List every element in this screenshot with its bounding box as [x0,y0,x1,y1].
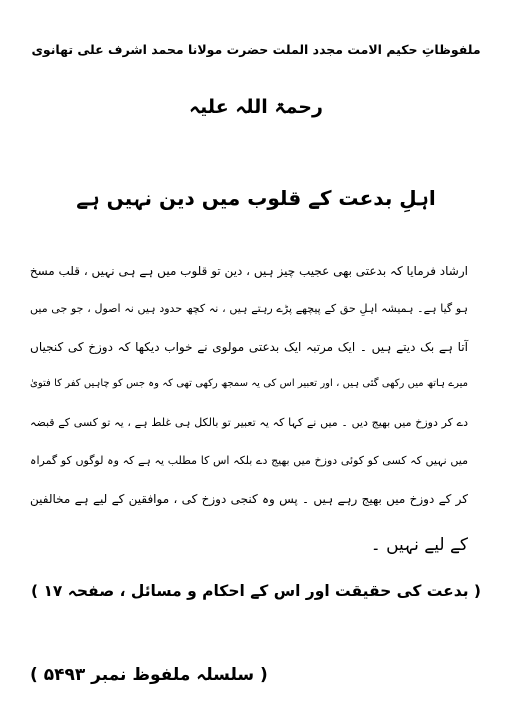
body-line: کے لیے نہیں ۔ [370,535,468,555]
body-line: ہو گیا ہے۔ ہمیشہ اہلِ حق کے پیچھے پڑے رہتے ہیں ، نہ کچھ حدود ہیں نہ اصول ، جو جی میں [30,302,468,315]
body-line: دے کر دوزخ میں بھیج دیں ۔ میں نے کہا کہ یہ تعبیر تو بالکل ہی غلط ہے ، یہ تو کسی کے قبضہ [30,416,468,429]
body-line: ارشاد فرمایا کہ بدعتی بھی عجیب چیز ہیں ، دین تو قلوب میں ہے ہی نہیں ، قلب مسخ [29,264,468,278]
source-citation: ( بدعت کی حقیقت اور اس کے احکام و مسائل ، صفحہ ۱۷ ) [30,582,482,600]
page-title: ملفوظاتِ حکیم الامت مجدد الملت حضرت مولانا محمد اشرف علی تھانوی [31,42,481,57]
body-line: میرے ہاتھ میں رکھی گئی ہیں ، اور تعبیر اس کی یہ سمجھ رکھی تھی کہ وہ جس کو چاہیں کفر کا فتویٰ [30,378,468,389]
body-line: آتا ہے بک دیتے ہیں ۔ ایک مرتبہ ایک بدعتی مولوی نے خواب دیکھا کہ دوزخ کی کنجیاں [30,340,468,354]
section-heading: اہلِ بدعت کے قلوب میں دین نہیں ہے [76,186,436,210]
serial-number: ( سلسلہ ملفوظ نمبر ۵۴۹۳ ) [30,665,268,685]
body-line: میں نہیں کہ کسی کو کوئی دوزخ میں بھیج دے بلکہ اس کا مطلب یہ ہے کہ وہ لوگوں کو گمراہ [30,454,468,467]
body-line: کر کے دوزخ میں بھیج رہے ہیں ۔ پس وہ کنجی دوزخ کی ، موافقین کے لیے ہے مخالفین [30,492,468,506]
page-title-honorific: رحمۃ اللہ علیہ [189,96,323,118]
